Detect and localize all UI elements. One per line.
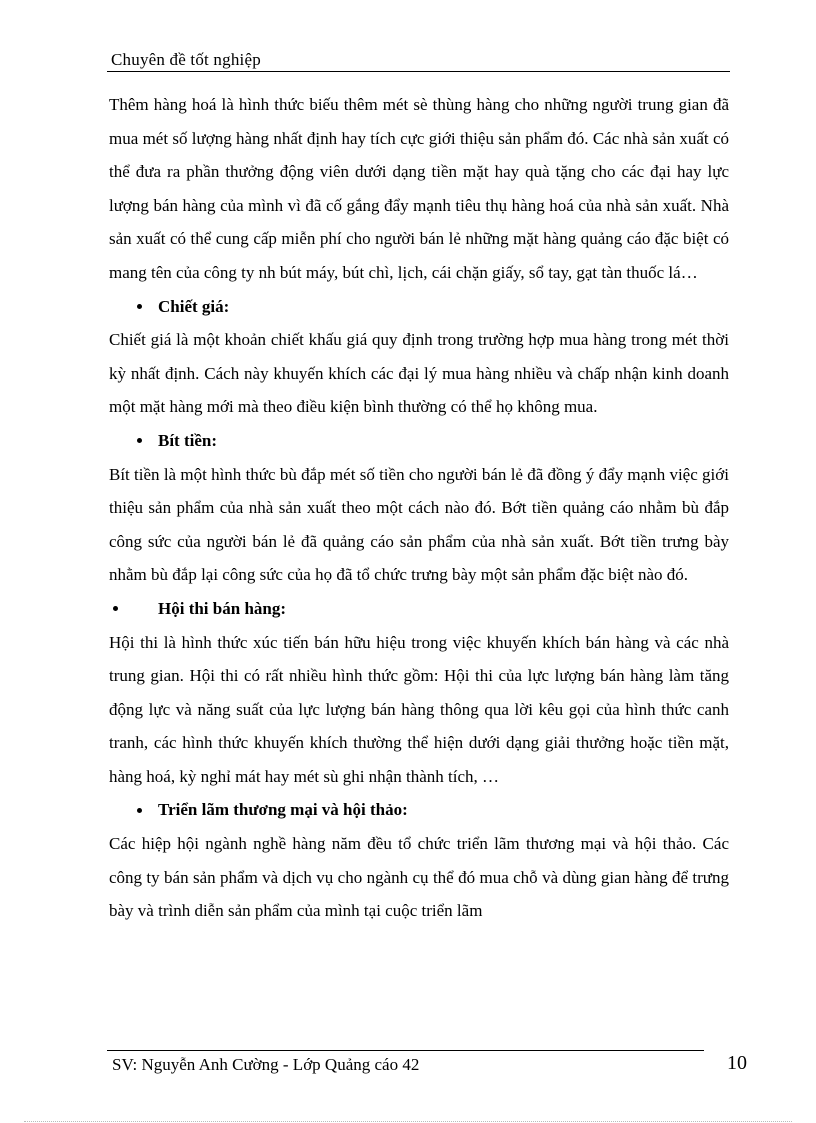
bullet-icon <box>137 304 142 309</box>
paragraph-bit-tien: Bít tiền là một hình thức bù đắp mét số tiền cho người bán lẻ đã đồng ý đẩy mạnh việc giới thiệu sản phẩm của nhà sản xuất theo một cách nào đó. Bớt tiền quảng cáo nhằm bù đắp công sức của người bán lẻ đã quảng cáo sản phẩm của nhà sản xuất. Bớt tiền trưng bày nhằm bù đắp lại công sức của họ đã tổ chức trưng bày một sản phẩm đặc biệt nào đó. <box>109 464 729 585</box>
section-heading-bit-tien <box>109 424 729 458</box>
paragraph-hoi-thi: Hội thi là hình thức xúc tiến bán hữu hiệu trong việc khuyến khích bán hàng và các nhà trung gian. Hội thi có rất nhiều hình thức gồm: Hội thi của lực lượng bán hàng làm tăng động lực và năng suất của lực lượng bán hàng thông qua lời kêu gọi của hình thức canh tranh, các hình thức khuyến khích thường thể hiện dưới dạng giải thưởng hoặc tiền mặt, hàng hoá, kỳ nghỉ mát hay mét sù ghi nhận thành tích, … <box>109 632 729 786</box>
bullet-icon <box>113 606 118 611</box>
paragraph-them-hang-hoa: Thêm hàng hoá là hình thức biếu thêm mét sè thùng hàng cho những người trung gian đã mua mét số lượng hàng nhất định hay tích cực giới thiệu sản phẩm đó. Các nhà sản xuất có thể đưa ra phần thưởng động viên dưới dạng tiền mặt hay quà tặng cho các đại hay lực lượng bán hàng của mình vì đã cố gắng đẩy mạnh tiêu thụ hàng hoá của nhà sản xuất. Nhà sản xuất có thể cung cấp miễn phí cho người bán lẻ những mặt hàng quảng cáo đặc biệt có mang tên của công ty nh bút máy, bút chì, lịch, cái chặn giấy, sổ tay, gạt tàn thuốc lá… <box>109 95 729 282</box>
section-heading-label: Triển lãm thương mại và hội thảo: <box>158 800 408 820</box>
header-divider <box>107 71 730 72</box>
section-heading-label: Hội thi bán hàng: <box>158 598 287 618</box>
page-bottom-edge <box>24 1121 792 1122</box>
section-heading-trien-lam <box>109 793 729 827</box>
section-heading-chiet-gia <box>109 290 729 324</box>
footer-divider <box>107 1050 704 1051</box>
page-header-title: Chuyên đề tốt nghiệp <box>111 50 261 69</box>
bullet-icon <box>137 808 142 813</box>
section-heading-label: Chiết giá: <box>158 296 230 316</box>
bullet-icon <box>137 438 142 443</box>
page-number: 10 <box>727 1052 747 1074</box>
paragraph-trien-lam: Các hiệp hội ngành nghề hàng năm đều tổ chức triển lãm thương mại và hội thảo. Các công ty bán sản phẩm và dịch vụ cho ngành cụ thể đó mua chỗ và dùng gian hàng để trưng bày và trình diễn sản phẩm của mình tại cuộc triển lãm <box>109 834 729 921</box>
document-body <box>109 88 729 928</box>
paragraph-chiet-gia: Chiết giá là một khoản chiết khấu giá quy định trong trường hợp mua hàng trong mét thời kỳ nhất định. Cách này khuyến khích các đại lý mua hàng nhiều và chấp nhận kinh doanh một mặt hàng mới mà theo điều kiện bình thường có thể họ không mua. <box>109 330 729 417</box>
footer-author: SV: Nguyễn Anh Cường - Lớp Quảng cáo 42 <box>112 1055 420 1074</box>
section-heading-label: Bít tiền: <box>158 430 218 450</box>
section-heading-hoi-thi <box>109 592 729 626</box>
